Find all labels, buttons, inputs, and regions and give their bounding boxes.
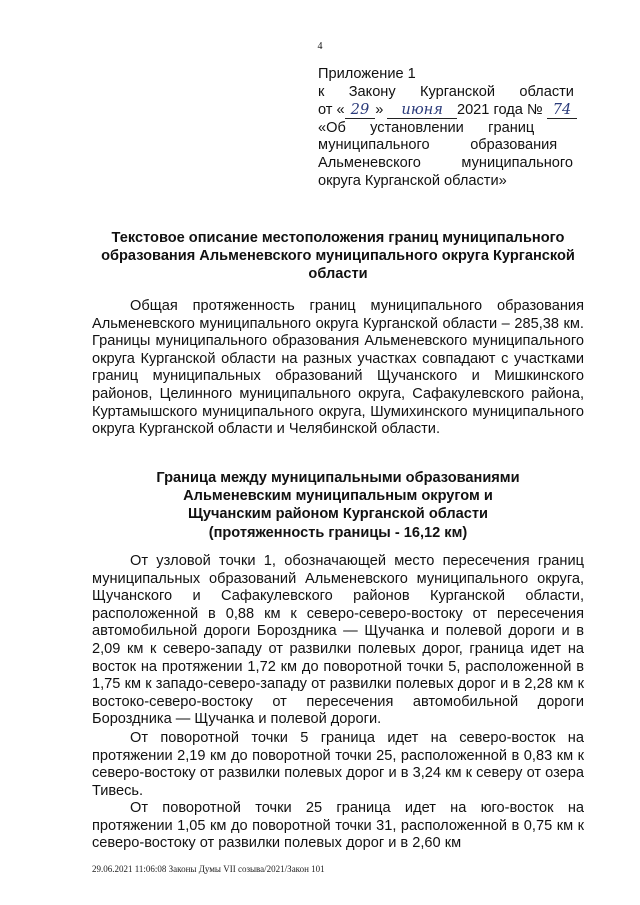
- appendix-law-line: к Закону Курганской области: [318, 83, 574, 100]
- section-heading-line4: (протяженность границы - 16,12 км): [208, 524, 468, 541]
- appendix-almenevsky-line: Альменевского муниципального: [318, 154, 574, 171]
- date-prefix: от «: [318, 102, 345, 119]
- document-title: Текстовое описание местоположения границ муниципального образования Альменевского муниципального округа Курганской области: [101, 230, 575, 283]
- body-paragraph-2: От поворотной точки 5 граница идет на северо-восток на протяжении 2,19 км до поворотной точки 25, расположенной в 0,83 км к северо-востоку от развилки полевых дорог и в 3,24 км к северу от озера Тивесь.: [92, 730, 584, 799]
- section-heading-line3: Щучанским районом Курганской области: [187, 506, 489, 523]
- year-text: 2021 года №: [456, 102, 543, 119]
- appendix-date-line: [318, 101, 584, 120]
- page-number: 4: [317, 41, 323, 52]
- body-paragraph-3: От поворотной точки 25 граница идет на юго-восток на протяжении 1,05 км до поворотной точки 31, расположенной в 0,75 км к северо-востоку от развилки полевых дорог и в 2,60 км: [92, 800, 584, 852]
- appendix-about-line: «Об установлении границ: [318, 119, 535, 136]
- document-footer: 29.06.2021 11:06:08 Законы Думы VII созыва/2021/Закон 101: [92, 864, 325, 874]
- intro-paragraph: Общая протяженность границ муниципального образования Альменевского муниципального округа Курганской области – 285,38 км. Границы муниципального образования Альменевского муниципального округа Курганской области на разных участках совпадают с участками границ муниципальных образований Щучанского и Мишкинского районов, Целинного муниципального округа, Сафакулевского района, Куртамышского муниципального округа, Шумихинского муниципального округа Курганской области и Челябинской области.: [92, 298, 584, 438]
- appendix-formation-line: муниципального образования: [318, 137, 558, 154]
- section-heading: [92, 469, 584, 542]
- handwritten-month: июня: [387, 101, 457, 119]
- appendix-block: [318, 66, 584, 190]
- appendix-okrug-line: округа Курганской области»: [318, 172, 507, 189]
- appendix-title: Приложение 1: [318, 66, 416, 82]
- handwritten-day: 29: [345, 101, 376, 119]
- handwritten-number: 74: [547, 101, 578, 119]
- section-heading-line2: Альменевским муниципальным округом и: [183, 488, 493, 505]
- section-heading-line1: Граница между муниципальными образованиями: [156, 470, 520, 486]
- date-mid: »: [375, 102, 384, 119]
- body-paragraph-1: От узловой точки 1, обозначающей место пересечения границ муниципальных образований Альменевского муниципального округа, Щучанского и Сафакулевского районов Курганской области, расположенной в 0,88 км к северо-северо-востоку от пересечения автомобильной дороги Бороздника — Щучанка и полевой дороги и в 2,09 км к северо-западу от развилки полевых дорог, граница идет на восток на протяжении 1,72 км до поворотной точки 5, расположенной в 1,75 км к западо-северо-западу от развилки полевых дорог и в 2,28 км к востоко-северо-востоку от пересечения автомобильной дороги Бороздника — Щучанка и полевой дороги.: [92, 553, 584, 728]
